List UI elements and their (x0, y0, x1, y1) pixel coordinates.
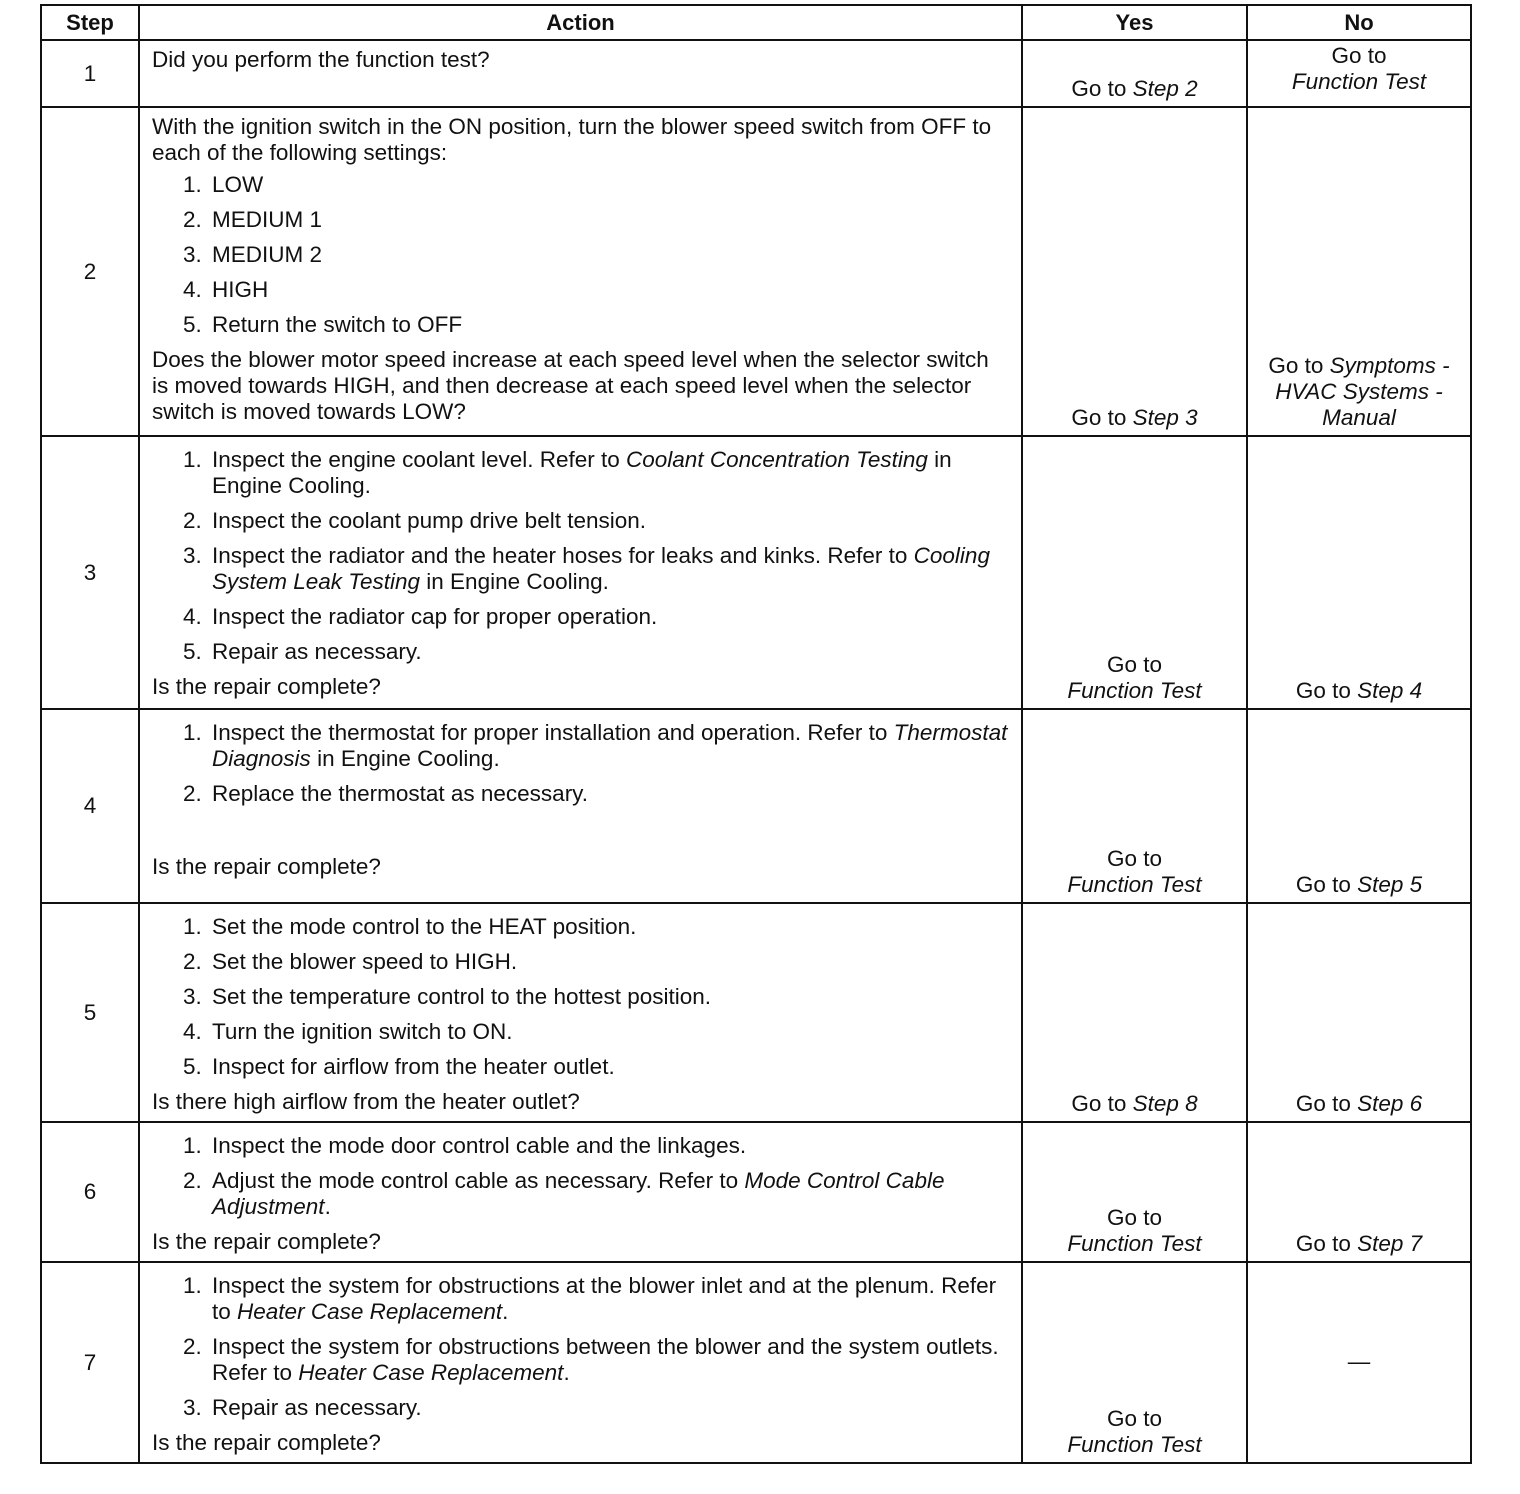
yes-target: Function Test (1067, 678, 1202, 703)
list-item (208, 639, 1009, 665)
table-row-step-4 (41, 709, 1471, 903)
go-to-label: Go to (1071, 405, 1127, 430)
reference-link-text: Mode Control Cable Adjustment (212, 1168, 945, 1219)
item-text: in Engine Cooling. (420, 569, 609, 594)
no-target: Step 4 (1357, 678, 1423, 703)
table-row-step-1 (41, 40, 1471, 107)
go-to-label: Go to (1106, 1406, 1163, 1431)
list-item: 3. MEDIUM 2 (208, 242, 1009, 268)
list-item (208, 1395, 1009, 1421)
header-row (41, 5, 1471, 40)
go-to-label: Go to (1295, 678, 1351, 703)
item-text: Replace the thermostat as necessary. (212, 781, 589, 806)
no-target: Step 7 (1357, 1231, 1423, 1256)
table-row-step-3 (41, 436, 1471, 709)
item-text: in Engine Cooling. (310, 746, 500, 771)
item-text: . (502, 1299, 509, 1324)
question-text: Is the repair complete? (152, 1229, 381, 1254)
reference-link-text: Heater Case Replacement (298, 1360, 564, 1385)
no-target: Step 5 (1357, 872, 1423, 897)
table-row-step-7 (41, 1262, 1471, 1463)
item-text: Inspect the mode door control cable and the linkages. (212, 1133, 747, 1158)
table-row-step-6 (41, 1122, 1471, 1262)
item-text: Adjust the mode control cable as necessary. Refer to (212, 1168, 745, 1193)
question-text: Is the repair complete? (152, 1430, 381, 1455)
item-text: Inspect the coolant pump drive belt tension. (212, 508, 647, 533)
no-target: Function Test (1291, 69, 1427, 94)
no-cell (1247, 436, 1471, 709)
go-to-label: Go to (1106, 652, 1163, 677)
yes-target: Function Test (1067, 1231, 1202, 1256)
list-item: 1. LOW (208, 172, 1009, 198)
item-text: Inspect the thermostat for proper installation and operation. Refer to (212, 720, 894, 745)
go-to-label: Go to (1295, 1091, 1351, 1116)
question-text: Is the repair complete? (152, 854, 381, 879)
reference-link-text: Coolant Concentration Testing (626, 447, 928, 472)
setting-list (152, 172, 1009, 338)
yes-cell (1022, 436, 1247, 709)
no-cell (1247, 903, 1471, 1122)
step-number: 3 (41, 436, 139, 709)
list-item (208, 1334, 1009, 1386)
header-action: Action (139, 5, 1022, 40)
step-number: 2 (41, 107, 139, 436)
action-cell (139, 903, 1022, 1122)
action-cell (139, 1262, 1022, 1463)
list-item: 4. HIGH (208, 277, 1009, 303)
item-text: Inspect the system for obstructions at the blower inlet and at the plenum. Refer to (212, 1273, 997, 1324)
no-cell (1247, 107, 1471, 436)
step-number: 4 (41, 709, 139, 903)
question-text: Is there high airflow from the heater outlet? (152, 1089, 580, 1114)
item-text: Repair as necessary. (212, 1395, 422, 1420)
list-item: 5. Inspect for airflow from the heater outlet. (208, 1054, 1009, 1080)
action-cell (139, 1122, 1022, 1262)
list-item (208, 1133, 1009, 1159)
step-number: 5 (41, 903, 139, 1122)
yes-cell (1022, 1122, 1247, 1262)
table-row-step-2 (41, 107, 1471, 436)
yes-target: Step 2 (1132, 76, 1198, 101)
step-number: 6 (41, 1122, 139, 1262)
action-list (152, 720, 1009, 807)
no-target: Step 6 (1357, 1091, 1423, 1116)
go-to-label: Go to (1295, 1231, 1351, 1256)
list-item (208, 604, 1009, 630)
list-item: 3. Set the temperature control to the hottest position. (208, 984, 1009, 1010)
list-item (208, 508, 1009, 534)
list-item (208, 1273, 1009, 1325)
action-cell (139, 436, 1022, 709)
go-to-label: Go to (1071, 1091, 1127, 1116)
action-cell (139, 107, 1022, 436)
yes-cell (1022, 1262, 1247, 1463)
step-number: 7 (41, 1262, 139, 1463)
item-text: . (563, 1360, 570, 1385)
list-item: 1. Set the mode control to the HEAT position. (208, 914, 1009, 940)
list-item: 2. MEDIUM 1 (208, 207, 1009, 233)
item-text: Inspect the radiator cap for proper operation. (212, 604, 658, 629)
dash-placeholder: — (1347, 1348, 1371, 1374)
item-text: Inspect the engine coolant level. Refer to (212, 447, 627, 472)
item-text: in Engine Cooling. (212, 447, 952, 498)
no-cell (1247, 1122, 1471, 1262)
diagnostic-table (40, 4, 1472, 1464)
action-list (152, 914, 1009, 1080)
list-item (208, 1168, 1009, 1220)
item-text: Inspect the radiator and the heater hoses for leaks and kinks. Refer to (212, 543, 914, 568)
no-target: Symptoms - HVAC Systems - Manual (1275, 353, 1450, 430)
action-list (152, 447, 1009, 665)
list-item (208, 781, 1009, 807)
list-item: 4. Turn the ignition switch to ON. (208, 1019, 1009, 1045)
header-yes: Yes (1022, 5, 1247, 40)
no-cell (1247, 40, 1471, 107)
yes-cell (1022, 107, 1247, 436)
yes-cell (1022, 40, 1247, 107)
item-text: Inspect the system for obstructions between the blower and the system outlets. Refer to (212, 1334, 999, 1385)
go-to-label: Go to (1106, 1205, 1163, 1230)
no-cell (1247, 1262, 1471, 1463)
no-cell (1247, 709, 1471, 903)
question-text: Does the blower motor speed increase at each speed level when the selector switch is moved towards HIGH, and then decrease at each speed level when the selector switch is moved towards LOW? (152, 347, 989, 424)
action-list (152, 1133, 1009, 1220)
yes-target: Function Test (1067, 872, 1202, 897)
question-text: Is the repair complete? (152, 674, 381, 699)
go-to-label: Go to (1106, 846, 1163, 871)
action-list (152, 1273, 1009, 1421)
item-text: . (324, 1194, 331, 1219)
action-cell (139, 40, 1022, 107)
go-to-label: Go to (1331, 43, 1387, 68)
item-text: Repair as necessary. (212, 639, 422, 664)
yes-cell (1022, 903, 1247, 1122)
list-item (208, 720, 1009, 772)
yes-cell (1022, 709, 1247, 903)
yes-target: Step 3 (1132, 405, 1198, 430)
reference-link-text: Thermostat Diagnosis (212, 720, 1008, 771)
reference-link-text: Cooling System Leak Testing (212, 543, 990, 594)
go-to-label: Go to (1268, 353, 1324, 378)
go-to-label: Go to (1071, 76, 1127, 101)
action-cell (139, 709, 1022, 903)
list-item (208, 447, 1009, 499)
yes-target: Function Test (1067, 1432, 1202, 1457)
reference-link-text: Heater Case Replacement (237, 1299, 503, 1324)
action-text: With the ignition switch in the ON position, turn the blower speed switch from OFF to each of the following settings: (152, 114, 992, 165)
list-item: 2. Set the blower speed to HIGH. (208, 949, 1009, 975)
yes-target: Step 8 (1132, 1091, 1198, 1116)
list-item: 5. Return the switch to OFF (208, 312, 1009, 338)
list-item (208, 543, 1009, 595)
table-row-step-5 (41, 903, 1471, 1122)
header-no: No (1247, 5, 1471, 40)
header-step: Step (41, 5, 139, 40)
go-to-label: Go to (1295, 872, 1351, 897)
action-text: Did you perform the function test? (152, 47, 490, 72)
step-number: 1 (41, 40, 139, 107)
